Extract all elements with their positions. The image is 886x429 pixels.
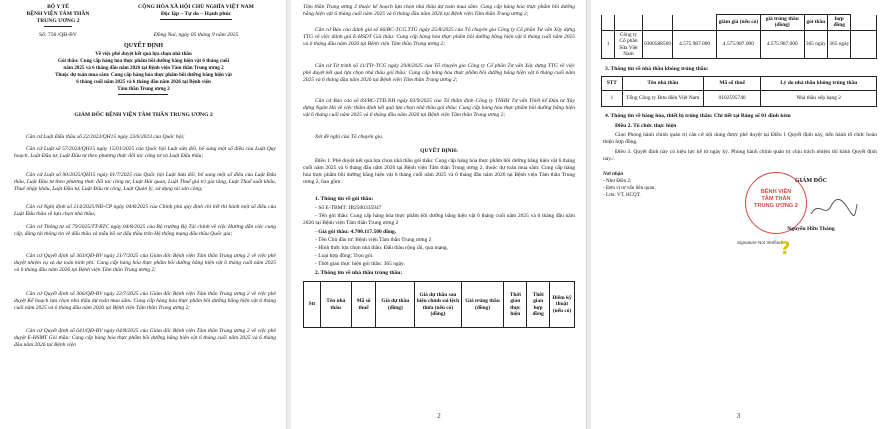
- section-2-title: 2. Thông tin về nhà thầu trúng thầu:: [315, 270, 403, 276]
- legal-basis: Căn cứ Luật số 57/2024/QH15 ngày 15/01/2025 của Quốc hội Luật sửa đổi, bổ sung một số điều của Luật Quy hoạch, Luật Đầu tư, Luật Đầu tư theo phương thức đối tác công tư và Luật Đấu thầu;: [14, 146, 276, 160]
- official-seal: [745, 172, 807, 234]
- table-row: [602, 30, 877, 59]
- evaluation-report: Căn cứ Báo cáo đánh giá số 66/BC-TCG.TTG ngày 25/8/2025 của Tổ chuyên gia Công ty Cổ phần Tư vấn Xây dựng TTG về việc đánh giá E-HSDT Gói thầu: Cung cấp hàng hóa thực phẩm bồi dưỡng bằng hiện vật 6 tháng cuối năm 2025 và 6 tháng đầu năm 2026 tại Bệnh viện Tâm thần Trung ương 2;: [303, 27, 575, 48]
- authority-line: GIÁM ĐỐC BỆNH VIỆN TÂM THẦN TRUNG ƯƠNG 2: [74, 112, 213, 118]
- decision-title: QUYẾT ĐỊNH: [124, 43, 163, 49]
- recipient: - Như Điều 2;: [603, 178, 632, 184]
- header-underline-right: [160, 19, 232, 20]
- date-line: Đồng Nai, ngày 05 tháng 9 năm 2025: [153, 32, 239, 38]
- section-1-title: 1. Thông tin về gói thầu:: [315, 196, 374, 202]
- legal-basis: Căn cứ Quyết định số 641/QĐ-BV ngày 04/8/2025 của Giám đốc Bệnh viện Tâm thần Trung ương 2 về việc phê duyệt E-HSMT Gói thầu: Cung cấp hàng hóa thực phẩm bồi dưỡng bằng hiện vật 6 tháng cuối năm 2025 và 6 tháng đầu năm 2026 tại Bệnh viện: [14, 328, 276, 349]
- cell: 4.575.987.000: [717, 30, 761, 59]
- col-header-cont: giá trúng thầu (đồng): [760, 15, 804, 31]
- cell: 4.575.987.000: [673, 30, 717, 59]
- cell: 365 ngày: [804, 30, 827, 59]
- col-header: Mã số thuế: [703, 77, 760, 91]
- seal-text: BỆNH VIỆN: [760, 189, 792, 195]
- submission: Căn cứ Tờ trình số 11/TTr-TCG ngày 29/8/2025 của Tổ chuyên gia Công ty Cổ phần Tư vấn Xây dựng TTG về việc phê duyệt kết quả lựa chọn nhà thầu gói thầu: Cung cấp hàng hóa thực phẩm bồi dưỡng bằng hiện vật 6 tháng cuối năm 2025 và 6 tháng đầu năm 2026 tại Bệnh viện Tâm thần Trung ương 2;: [303, 63, 575, 84]
- signer-title: GIÁM ĐỐC: [794, 178, 828, 184]
- legal-basis: Căn cứ Luật Đấu thầu số 22/2023/QH15 ngày 23/6/2023 của Quốc hội;: [26, 134, 185, 140]
- tender-item: - Số E-TBMT: IB2500335947: [315, 205, 382, 211]
- article-2: Điều 2. Tổ chức thực hiện: [615, 123, 677, 129]
- tender-item: - Loại hợp đồng: Trọn gói.: [315, 253, 374, 259]
- header-underline-left: [44, 26, 72, 27]
- article-1: Điều 1. Phê duyệt kết quả lựa chọn nhà thầu gói thầu: Cung cấp hàng hóa thực phẩm bồi dưỡng bằng hiện vật 6 tháng cuối năm 2025 và 6 tháng đầu năm 2026 tại Bệnh viện Tâm thần Trung ương 2, thuộc dự toán mua sắm: Cung cấp hàng hóa thực phẩm bồi dưỡng bằng hiện vật 6 tháng cuối năm 2025 và 6 tháng đầu năm 2026 tại Bệnh viện Tâm thần Trung ương 2, bao gồm:: [303, 158, 575, 186]
- subject-line: Về việc phê duyệt kết quả lựa chọn nhà thầu: [95, 51, 192, 57]
- subject-line: năm 2025 và 6 tháng đầu năm 2026 tại Bệnh viện Tâm thần Trung ương 2: [63, 65, 224, 71]
- col-header-cont: gói thầu: [804, 15, 827, 31]
- winner-table: [601, 14, 877, 59]
- national-title: CỘNG HÒA XÃ HỘI CHỦ NGHĨA VIỆT NAM: [138, 4, 254, 10]
- cell: 1: [602, 91, 623, 107]
- appraisal-report: Căn cứ Báo cáo số 69/BC-TTĐ.NH ngày 03/9/2025 của Tổ thẩm định Công ty TNHH Tư vấn Thiết kế Đầu tư Xây dựng Ngân Hà về việc thẩm định kết quả lựa chọn nhà thầu gói thầu: Cung cấp hàng hóa thực phẩm bồi dưỡng bằng hiện vật 6 tháng cuối năm 2025 và 6 tháng đầu năm 2026 tại Bệnh viện Tâm thần Trung ương 2;: [303, 98, 575, 119]
- col-header: Mã số thuế: [351, 282, 376, 328]
- cell: Nhà thầu xếp hạng 2: [761, 91, 877, 107]
- decision-heading: QUYẾT ĐỊNH:: [420, 148, 458, 154]
- col-header: Điểm kỹ thuật (nếu có): [550, 282, 575, 328]
- col-header: Tên nhà thầu: [622, 77, 703, 91]
- cell: Công ty Cổ phần Sữa Việt Nam: [615, 30, 643, 59]
- subject-line: Thuộc dự toán mua sắm: Cung cấp hàng hóa thực phẩm bồi dưỡng bằng hiện vật: [55, 72, 232, 78]
- loser-table: [601, 76, 877, 107]
- cell: 0102595740: [703, 91, 760, 107]
- table-row: [602, 91, 877, 107]
- legal-basis-cont: Tâm thần Trung ương 2 thuộc kế hoạch lựa chọn nhà thầu dự toán mua sắm: Cung cấp hàng hóa thực phẩm bồi dưỡng bằng hiện vật 6 tháng cuối năm 2025 và 6 tháng đầu năm 2026 tại Bệnh viện Tâm thần Trung ương 2;: [303, 4, 575, 18]
- col-header-cont: giảm giá (nếu có): [717, 15, 761, 31]
- subject-line: Tâm thần Trung ương 2: [117, 86, 170, 92]
- section-4-line: 4. Thông tin về hàng hóa, thiết bị trúng thầu: Chi tiết tại Bảng số 01 đính kèm: [605, 113, 791, 119]
- col-header: Lý do nhà thầu không trúng thầu: [761, 77, 877, 91]
- tender-item: - Giá gói thầu: 4.700.117.500 đồng.: [315, 229, 397, 235]
- col-header-cont: hợp đồng: [828, 15, 851, 31]
- legal-basis: Căn cứ Thông tư số 79/2025/TT-BTC ngày 04/8/2025 của Bộ trưởng Bộ Tài chính về việc Hướng dẫn việc cung cấp, đăng tải thông tin về đấu thầu và mẫu hồ sơ đấu thầu trên Hệ thống mạng đấu thầu Quốc gia;: [14, 224, 276, 238]
- cell: 365 ngày: [828, 30, 851, 59]
- col-header: STT: [602, 77, 623, 91]
- winner-table-header: [303, 281, 575, 328]
- handwritten-signature: [809, 196, 859, 222]
- document-page-3: [591, 0, 886, 429]
- recipient: - Lưu: VT, HCQT.: [603, 192, 641, 198]
- col-header: Stt: [304, 282, 321, 328]
- recipients-title: Nơi nhận: [603, 171, 624, 177]
- national-motto: Độc lập – Tự do – Hạnh phúc: [160, 11, 232, 17]
- doc-number: Số: 750 /QĐ-BV: [39, 32, 77, 38]
- cell: 0300588569: [642, 30, 673, 59]
- cell: Tổng Công ty Bưu điện Việt Nam: [622, 91, 703, 107]
- tender-item: - Hình thức lựa chọn nhà thầu: Đấu thầu rộng rãi, qua mạng.: [315, 245, 449, 251]
- agency-name-2: TRUNG ƯƠNG 2: [36, 18, 80, 24]
- legal-basis: Căn cứ Luật số 90/2025/QH15 ngày 01/7/2025 của Quốc hội Luật Sửa đổi, bổ sung một số điều của Luật Đấu thầu, Luật Đầu tư theo phương thức đối tác công tư, Luật Hải quan, Luật Thuế giá trị gia tăng, Luật Thuế xuất khẩu, Thuế nhập khẩu, Luật Đầu tư, Luật Đầu tư công, Luật Quản lý, sử dụng tài sản công;: [14, 172, 276, 193]
- signature-question-icon: [777, 236, 797, 258]
- seal-text: TRUNG ƯƠNG 2: [754, 203, 798, 209]
- subject-underline: [118, 94, 168, 95]
- col-header: Thời gian thực hiện: [504, 282, 527, 328]
- legal-basis: Căn cứ Nghị định số 214/2025/NĐ-CP ngày 04/8/2025 của Chính phủ quy định chi tiết thi hành một số điều của Luật Đấu thầu về lựa chọn nhà thầu;: [14, 204, 276, 218]
- col-header: Thời gian hợp đồng: [527, 282, 550, 328]
- page-number: 2: [437, 412, 441, 420]
- cell: [851, 30, 877, 59]
- page-number: 3: [736, 412, 741, 420]
- col-header: Giá dự thầu sau hiệu chỉnh sai lệch thừa (nếu có) (đồng): [415, 282, 462, 328]
- document-page-1: [0, 0, 287, 429]
- agency-parent: BỘ Y TẾ: [47, 4, 69, 10]
- recipient: - Đơn vị tư vấn liên quan;: [603, 185, 656, 191]
- legal-basis: Căn cứ Quyết định số 366/QĐ-BV ngày 22/7/2025 của Giám đốc Bệnh viện Tâm thần Trung ương 2 về việc phê duyệt Kế hoạch lựa chọn nhà thầu dự toán mua sắm: Cung cấp hàng hóa thực phẩm bồi dưỡng bằng hiện vật 6 tháng cuối năm 2025 và 6 tháng đầu năm 2026 tại Bệnh viện Tâm thần Trung ương 2;: [14, 291, 276, 312]
- legal-basis: Căn cứ Quyết định số 363/QĐ-BV ngày 21/7/2025 của Giám đốc Bệnh viện Tâm thần Trung ương 2 về việc phê duyệt nhiệm vụ và dự toán kinh phí: Cung cấp hàng hóa thực phẩm bồi dưỡng bằng hiện vật 6 tháng cuối năm 2025 và 6 tháng đầu năm 2026 tại Bệnh viện Tâm thần Trung ương 2;: [14, 253, 276, 274]
- tender-item: - Tên Chủ đầu tư: Bệnh viện Tâm thần Trung ương 2: [315, 237, 432, 243]
- signer-name: Nguyễn Hữu Thắng: [787, 226, 835, 232]
- col-header: Giá trúng thầu (đồng): [461, 282, 504, 328]
- tender-item: - Thời gian thực hiện gói thầu: 365 ngày.: [315, 261, 405, 267]
- col-header: Tên nhà thầu: [320, 282, 351, 328]
- col-header: Giá dự thầu (đồng): [376, 282, 415, 328]
- article-2-text: Giao Phòng hành chính quản trị căn cứ nội dung được phê duyệt tại Điều 1 Quyết định này, tiến hành tổ chức hoàn thiện hợp đồng.: [603, 132, 877, 146]
- agency-name: BỆNH VIỆN TÂM THẦN: [26, 11, 90, 17]
- subject-line: 6 tháng cuối năm 2025 và 6 tháng đầu năm 2026 tại Bệnh viện: [76, 79, 211, 85]
- article-3: Điều 3. Quyết định này có hiệu lực kể từ ngày ký. Phòng hành chính quản trị chịu trách nhiệm thi hành Quyết định này./.: [603, 149, 877, 163]
- cell: 4.575.987.000: [760, 30, 804, 59]
- seal-text: TÂM THẦN: [761, 196, 791, 202]
- svg-text:?: ?: [780, 238, 791, 258]
- cell: 1: [602, 30, 615, 59]
- subject-line: Gói thầu: Cung cấp hàng hóa thực phẩm bồi dưỡng bằng hiện vật 6 tháng cuối: [58, 58, 229, 64]
- consideration: Xét đề nghị của Tổ chuyên gia.: [315, 134, 384, 140]
- tender-item: - Tên gói thầu: Cung cấp hàng hóa thực phẩm bồi dưỡng bằng hiện vật 6 tháng cuối năm 2025 và 6 tháng đầu năm 2026 tại Bệnh viện Tâm thần Trung ương 2: [303, 213, 575, 227]
- document-page-2: [291, 0, 587, 429]
- section-3-title: 3. Thông tin về nhà thầu không trúng thầu:: [605, 66, 709, 72]
- signature-status: Signature Not Verified: [737, 240, 782, 245]
